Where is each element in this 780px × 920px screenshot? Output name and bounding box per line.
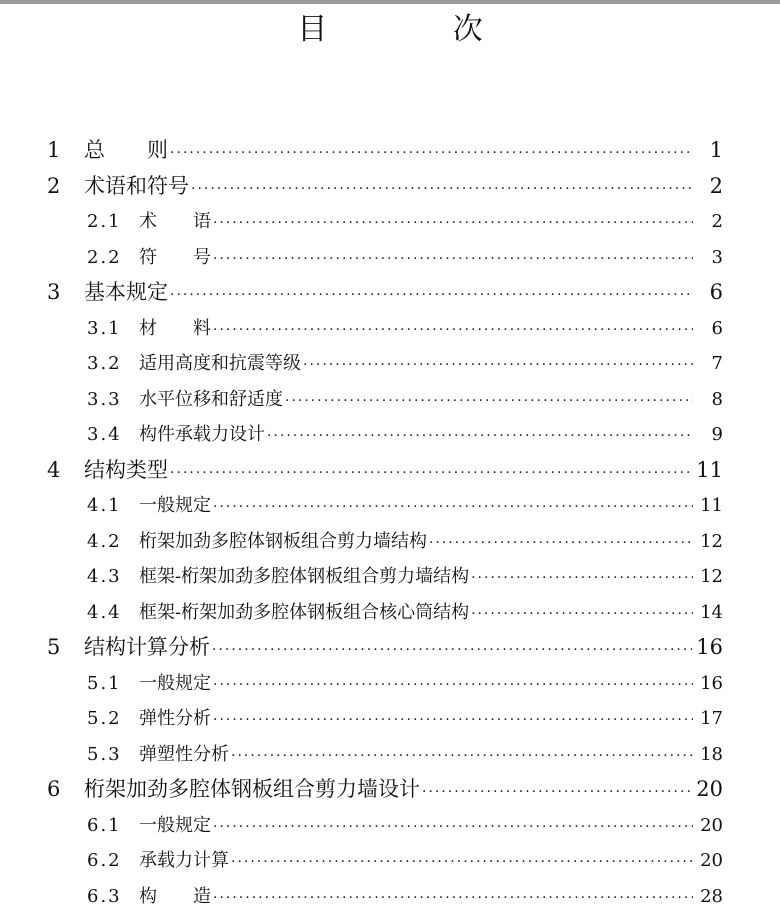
toc-section-entry[interactable]: [0, 595, 780, 631]
toc-entry-page-number: 20: [700, 814, 723, 836]
toc-dot-leader: [213, 668, 693, 704]
toc-section-entry[interactable]: [0, 737, 780, 773]
toc-section-entry[interactable]: [0, 701, 780, 737]
toc-dot-leader: [213, 313, 693, 349]
toc-entry-page-number: 16: [696, 635, 723, 659]
toc-entry-label: 桁架加劲多腔体钢板组合剪力墙设计: [84, 777, 420, 801]
toc-chapter-entry[interactable]: [0, 453, 780, 489]
toc-dot-leader: [213, 242, 693, 278]
toc-entry-number: 5: [47, 635, 61, 659]
toc-entry-label: 弹塑性分析: [139, 743, 229, 765]
page-title: 目 次: [297, 12, 541, 47]
toc-dot-leader: [170, 278, 693, 314]
toc-entry-label: 符 号: [139, 246, 211, 268]
toc-section-entry[interactable]: [0, 311, 780, 347]
toc-entry-number: 3.1: [87, 317, 122, 339]
toc-section-entry[interactable]: [0, 204, 780, 240]
toc-dot-leader: [213, 490, 693, 526]
toc-entry-page-number: 12: [700, 530, 723, 552]
toc-entry-page-number: 14: [700, 601, 723, 623]
toc-entry-label: 一般规定: [139, 495, 211, 516]
toc-entry-label: 基本规定: [84, 280, 168, 304]
toc-entry-label: 弹性分析: [139, 708, 211, 729]
toc-entry-number: 4: [47, 457, 61, 482]
toc-entry-number: 6.1: [87, 814, 122, 836]
toc-dot-leader: [213, 703, 693, 739]
toc-entry-page-number: 3: [711, 246, 723, 268]
toc-section-entry[interactable]: [0, 843, 780, 879]
toc-entry-page-number: 20: [700, 850, 723, 871]
toc-dot-leader: [212, 633, 692, 669]
toc-section-entry[interactable]: [0, 559, 780, 595]
toc-entry-page-number: 2: [711, 211, 723, 232]
toc-entry-label: 一般规定: [139, 672, 211, 694]
table-of-contents: [0, 133, 780, 914]
toc-entry-page-number: 7: [711, 353, 723, 374]
toc-entry-label: 结构计算分析: [84, 635, 210, 659]
toc-entry-label: 构件承载力设计: [139, 424, 265, 445]
toc-entry-number: 5.2: [87, 708, 122, 729]
toc-entry-label: 材 料: [139, 317, 211, 339]
toc-entry-label: 术语和符号: [84, 173, 189, 198]
toc-entry-label: 一般规定: [139, 814, 211, 836]
toc-entry-label: 框架-桁架加劲多腔体钢板组合核心筒结构: [139, 601, 470, 623]
toc-entry-number: 3.4: [87, 424, 122, 445]
toc-entry-label: 框架-桁架加劲多腔体钢板组合剪力墙结构: [139, 566, 470, 587]
toc-chapter-entry[interactable]: [0, 133, 780, 169]
toc-dot-leader: [231, 845, 693, 881]
toc-entry-page-number: 1: [709, 138, 723, 162]
toc-entry-number: 4.4: [87, 601, 122, 623]
toc-dot-leader: [471, 561, 693, 597]
toc-entry-page-number: 28: [700, 885, 723, 907]
toc-dot-leader: [422, 775, 692, 811]
toc-entry-number: 3.2: [87, 353, 122, 374]
toc-entry-label: 水平位移和舒适度: [139, 388, 283, 410]
toc-section-entry[interactable]: [0, 417, 780, 453]
toc-entry-page-number: 11: [696, 457, 723, 482]
toc-dot-leader: [191, 172, 693, 208]
toc-dot-leader: [213, 810, 693, 846]
toc-dot-leader: [213, 206, 693, 242]
toc-dot-leader: [170, 456, 692, 492]
toc-entry-number: 5.3: [87, 743, 122, 765]
toc-entry-number: 2: [47, 173, 61, 198]
toc-entry-page-number: 8: [711, 388, 723, 410]
toc-chapter-entry[interactable]: [0, 275, 780, 311]
toc-entry-label: 承载力计算: [139, 850, 229, 871]
toc-section-entry[interactable]: [0, 346, 780, 382]
toc-dot-leader: [303, 348, 693, 384]
top-border-rule: [0, 0, 780, 4]
toc-section-entry[interactable]: [0, 240, 780, 276]
toc-entry-number: 5.1: [87, 672, 122, 694]
toc-dot-leader: [429, 526, 693, 562]
toc-entry-label: 构 造: [139, 885, 211, 907]
toc-section-entry[interactable]: [0, 524, 780, 560]
toc-entry-page-number: 9: [711, 424, 723, 445]
toc-section-entry[interactable]: [0, 666, 780, 702]
toc-entry-number: 3.3: [87, 388, 122, 410]
toc-chapter-entry[interactable]: [0, 772, 780, 808]
toc-section-entry[interactable]: [0, 808, 780, 844]
toc-dot-leader: [285, 384, 693, 420]
toc-section-entry[interactable]: [0, 879, 780, 915]
toc-entry-page-number: 12: [700, 566, 723, 587]
toc-entry-label: 结构类型: [84, 457, 168, 482]
toc-entry-number: 6: [47, 777, 61, 801]
toc-entry-number: 3: [47, 280, 61, 304]
toc-entry-page-number: 16: [700, 672, 723, 694]
toc-entry-number: 2.2: [87, 246, 122, 268]
toc-entry-label: 术 语: [139, 211, 211, 232]
toc-dot-leader: [267, 419, 693, 455]
toc-entry-number: 2.1: [87, 211, 122, 232]
toc-entry-number: 4.3: [87, 566, 122, 587]
toc-entry-label: 总 则: [84, 138, 168, 162]
toc-dot-leader: [213, 881, 693, 917]
toc-entry-number: 6.3: [87, 885, 122, 907]
toc-entry-page-number: 11: [700, 495, 723, 516]
toc-entry-number: 6.2: [87, 850, 122, 871]
toc-section-entry[interactable]: [0, 488, 780, 524]
toc-entry-label: 桁架加劲多腔体钢板组合剪力墙结构: [139, 530, 427, 552]
toc-dot-leader: [471, 597, 693, 633]
toc-entry-page-number: 6: [709, 280, 723, 304]
toc-entry-label: 适用高度和抗震等级: [139, 353, 301, 374]
toc-section-entry[interactable]: [0, 382, 780, 418]
toc-entry-number: 4.1: [87, 495, 122, 516]
toc-dot-leader: [170, 136, 693, 172]
toc-entry-page-number: 17: [700, 708, 723, 729]
toc-entry-page-number: 2: [709, 173, 723, 198]
toc-entry-number: 4.2: [87, 530, 122, 552]
toc-entry-page-number: 18: [700, 743, 723, 765]
toc-entry-page-number: 20: [696, 777, 723, 801]
toc-chapter-entry[interactable]: [0, 630, 780, 666]
toc-chapter-entry[interactable]: [0, 169, 780, 205]
toc-entry-number: 1: [47, 138, 61, 162]
toc-entry-page-number: 6: [711, 317, 723, 339]
toc-dot-leader: [231, 739, 693, 775]
